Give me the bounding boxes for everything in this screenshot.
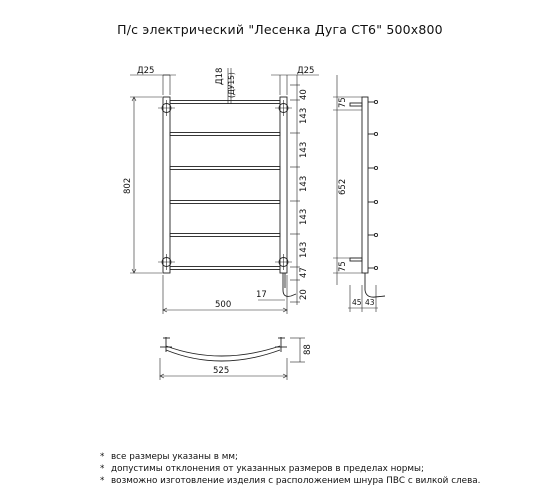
dim-height: 802 [123,177,133,194]
dim-width: 500 [215,300,232,310]
dim-top-right: Д25 [297,66,315,76]
side-dim-43: 43 [365,298,375,307]
drawing-title: П/с электрический "Лесенка Дуга СТ6" 500х800 [117,22,443,37]
dim-right-3: 143 [299,141,309,158]
dim-right-6: 143 [299,241,309,258]
top-arc-outer [166,346,280,356]
note-item [100,463,550,475]
rung [170,167,280,170]
dim-right-1: 40 [299,89,309,100]
rung [170,101,280,104]
dim-right-5: 143 [299,208,309,225]
note-text: допустимы отклонения от указанных размеров в пределах нормы; [111,464,424,475]
dim-top-left: Д25 [137,66,155,76]
side-rungs [368,100,378,269]
dim-right-8: 20 [299,289,309,300]
top-dim-width: 525 [213,366,230,376]
mounting-points [158,100,292,270]
note-bullet: * [100,464,105,475]
rung [170,234,280,237]
dim-offset: 17 [256,290,267,300]
note-bullet: * [100,476,105,487]
front-view [130,68,319,314]
rung [170,133,280,136]
dim-right-7: 47 [299,267,309,278]
note-text: все размеры указаны в мм; [111,452,238,462]
note-bullet: * [100,452,105,462]
side-dim-75-top: 75 [338,97,348,108]
side-pipe [362,97,368,273]
note-item [100,451,550,463]
side-dim-75-bottom: 75 [338,261,348,272]
left-vertical-pipe [163,97,170,273]
rung [170,201,280,204]
dim-right-2: 143 [299,107,309,124]
rungs [170,101,280,270]
top-view [160,337,305,380]
rung [170,267,280,270]
right-vertical-pipe [280,97,287,273]
dim-pipe-main: Д18 [215,67,225,85]
dim-pipe-sub: (ДУ15) [227,72,236,98]
notes-list [100,451,550,488]
side-cord [365,273,385,297]
top-dim-depth: 88 [303,344,313,355]
side-dim-45: 45 [352,298,362,307]
side-dim-652: 652 [338,178,348,195]
note-text: возможно изготовление изделия с расположением шнура ПВС с вилкой слева. [111,476,481,487]
dim-right-4: 143 [299,175,309,192]
note-item [100,475,550,487]
